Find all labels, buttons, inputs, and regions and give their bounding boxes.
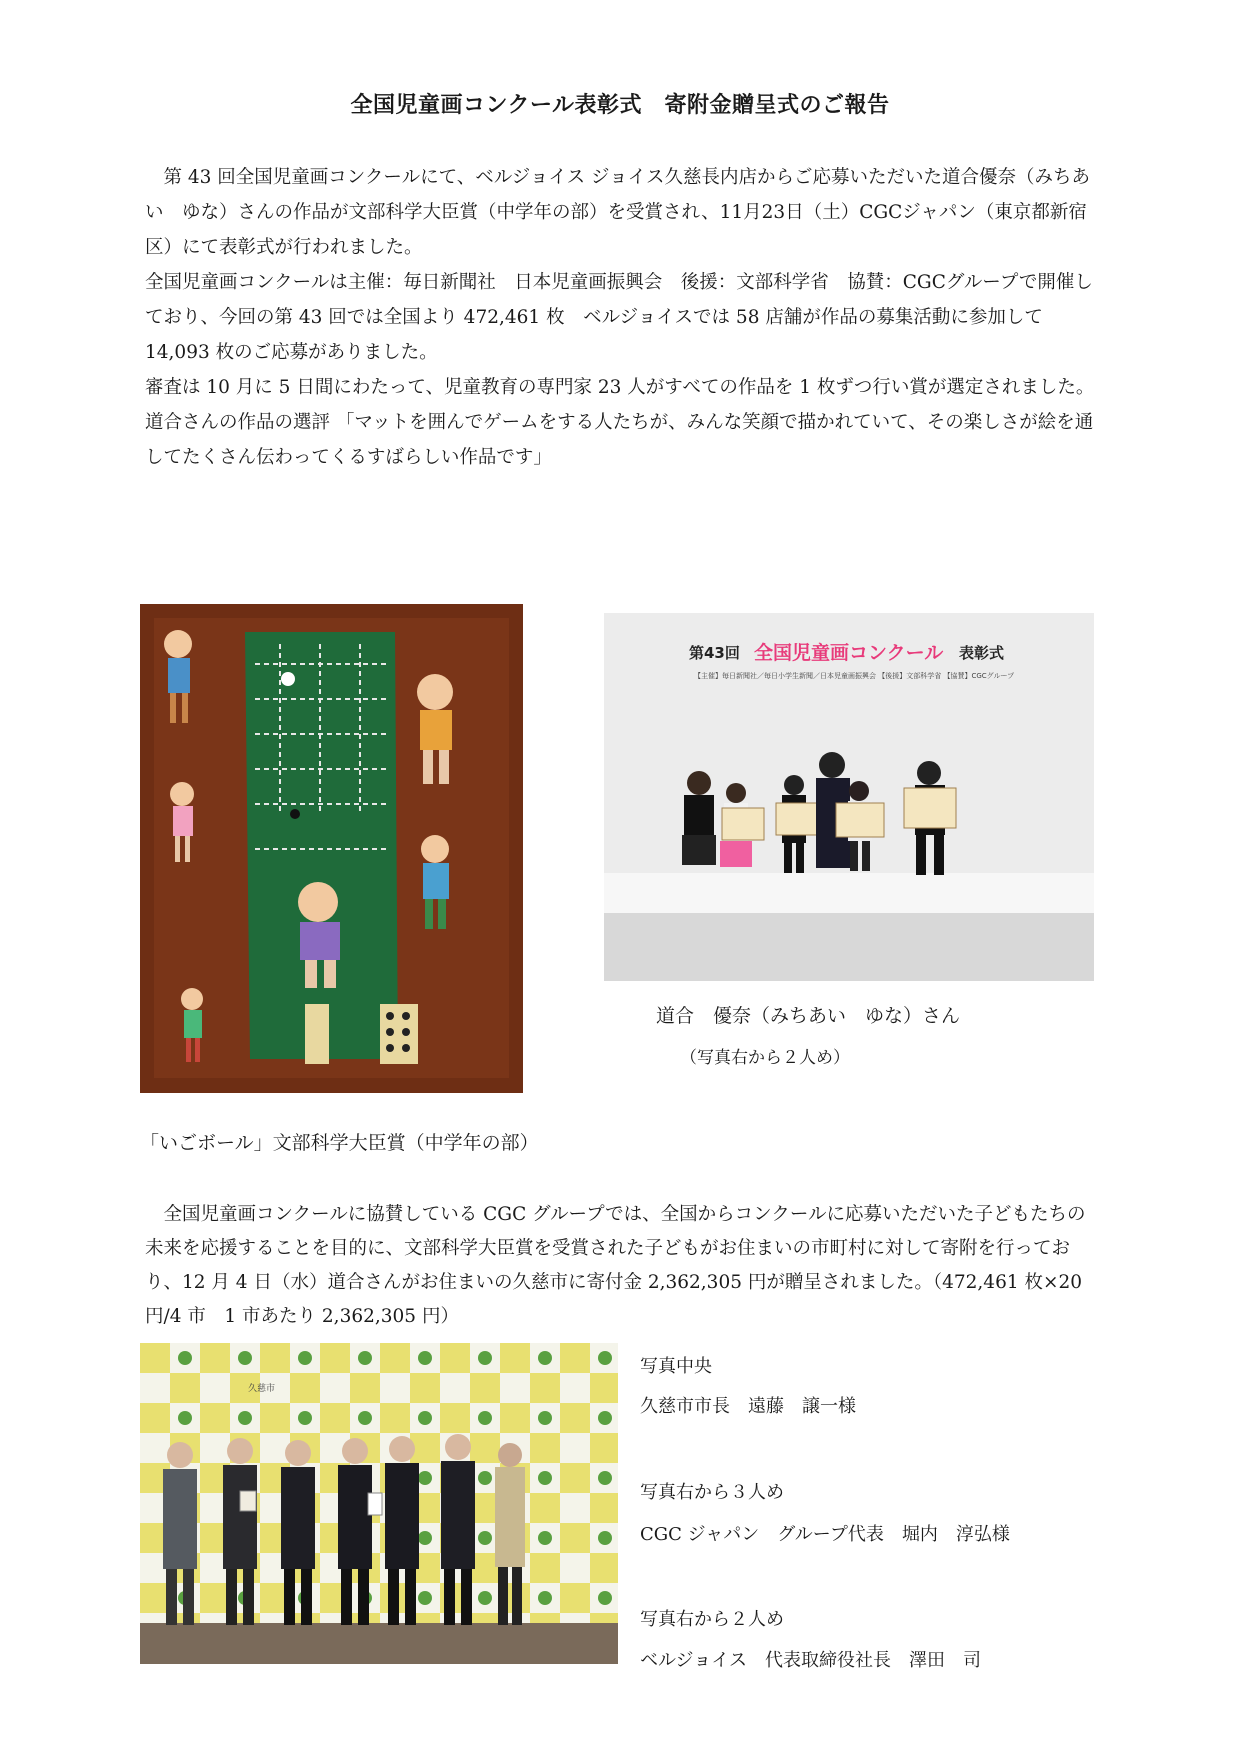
donation-text [145, 1198, 1100, 1334]
banner-main: 全国児童画コンクール [754, 642, 944, 664]
side-caption-name-2: CGC ジャパン グループ代表 堀内 淳弘様 [640, 1524, 1010, 1545]
donation-ceremony-photo [140, 1343, 618, 1664]
award-ceremony-photo [604, 613, 1094, 981]
donation-paragraph: 全国児童画コンクールに協賛している CGC グループでは、全国からコンクールに応募いただいた子どもたちの未来を応援することを目的に、文部科学大臣賞を受賞された子どもがお住まいの市町村に対して寄附を行っており、12 月 4 日（水）道合さんがお住まいの久慈市に寄付金 2,362,305 円が贈呈されました。（472,461 枚×20 円/4 市 1 市あたり 2,362,305 円） [145, 1204, 1086, 1327]
intro-text [145, 160, 1100, 475]
intro-paragraph-4: 道合さんの作品の選評 「マットを囲んでゲームをする人たちが、みんな笑顔で描かれていて、その楽しさが絵を通してたくさん伝わってくるすばらしい作品です」 [145, 412, 1094, 468]
award-painting-image [140, 604, 523, 1093]
banner-sub: 【主催】毎日新聞社／毎日小学生新聞／日本児童画振興会 【後援】文部科学省 【協賛】CGCグループ [694, 672, 1015, 680]
winner-caption: 道合 優奈（みちあい ゆな）さん [656, 1005, 961, 1027]
side-caption-heading-3: 写真右から２人め [640, 1609, 784, 1630]
banner-suffix: 表彰式 [959, 644, 1005, 662]
intro-paragraph-1: 第 43 回全国児童画コンクールにて、ベルジョイス ジョイス久慈長内店からご応募いただいた道合優奈（みちあい ゆな）さんの作品が文部科学大臣賞（中学年の部）を受賞され、11月23日（土）CGCジャパン（東京都新宿区）にて表彰式が行われました。 [145, 167, 1091, 258]
side-caption-heading-2: 写真右から３人め [640, 1482, 784, 1503]
painting-illustration [140, 604, 523, 1093]
page-title: 全国児童画コンクール表彰式 寄附金贈呈式のご報告 [350, 93, 890, 118]
side-caption-name-3: ベルジョイス 代表取締役社長 澤田 司 [640, 1650, 982, 1671]
intro-paragraph-2: 全国児童画コンクールは主催：毎日新聞社 日本児童画振興会 後援：文部科学省 協賛：CGCグループで開催しており、今回の第 43 回では全国より 472,461 枚 ベルジョイスでは 58 店舗が作品の募集活動に参加して 14,093 枚のご応募がありました。 [145, 272, 1093, 363]
side-caption-name-1: 久慈市市長 遠藤 譲一様 [640, 1396, 856, 1417]
intro-paragraph-3: 審査は 10 月に 5 日間にわたって、児童教育の専門家 23 人がすべての作品を 1 枚ずつ行い賞が選定されました。 [145, 377, 1095, 398]
winner-position-caption: （写真右から２人め） [680, 1048, 850, 1068]
banner-number: 第43回 [689, 644, 740, 662]
painting-caption: 「いごボール」文部科学大臣賞（中学年の部） [140, 1132, 539, 1154]
side-caption-heading-1: 写真中央 [640, 1356, 712, 1377]
wall-text: 久慈市 [248, 1384, 276, 1394]
donation-illustration [140, 1343, 618, 1664]
ceremony-illustration [604, 613, 1094, 981]
